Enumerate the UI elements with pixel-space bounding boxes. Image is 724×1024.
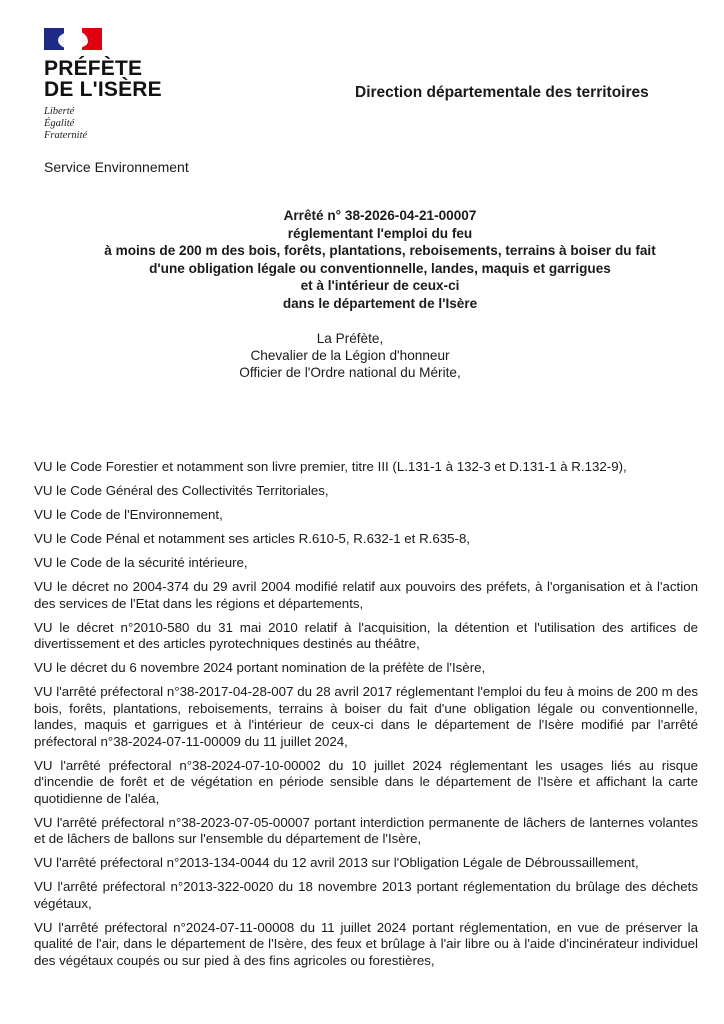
visa-paragraph: VU le Code Général des Collectivités Territoriales, [34, 483, 329, 498]
visa-paragraph: VU le décret du 6 novembre 2024 portant nomination de la préfète de l'Isère, [34, 660, 486, 675]
visa-paragraph: VU l'arrêté préfectoral n°2013-322-0020 du 18 novembre 2013 portant réglementation du brûlage des déchets végétaux, [34, 879, 698, 911]
title-line: Arrêté n° 38-2026-04-21-00007 [283, 208, 477, 223]
visa-paragraph: VU le Code Forestier et notamment son livre premier, titre III (L.131-1 à 132-3 et D.131-1 à R.132-9), [34, 459, 627, 474]
org-name-line-2: DE L'ISÈRE [44, 78, 162, 101]
signatory-line: Chevalier de la Légion d'honneur [250, 348, 450, 363]
visa-paragraph: VU le décret no 2004-374 du 29 avril 2004 modifié relatif aux pouvoirs des préfets, à l'organisation et à l'action des services de l'Etat dans les régions et départements, [34, 579, 698, 611]
visa-paragraph: VU l'arrêté préfectoral n°2013-134-0044 du 12 avril 2013 sur l'Obligation Légale de Débroussaillement, [34, 855, 639, 870]
title-line: d'une obligation légale ou conventionnelle, landes, maquis et garrigues [149, 260, 611, 276]
signatory-block [200, 330, 500, 381]
motto-egalite: Égalité [44, 118, 75, 129]
motto-fraternite: Fraternité [44, 130, 88, 141]
visa-paragraph: VU l'arrêté préfectoral n°2024-07-11-00008 du 11 juillet 2024 portant réglementation, en vue de préserver la qualité de l'air, dans le département de l'Isère, des feux et brûlage à l'air libre ou à l'aide d'incinérateur individuel des végétaux coupés ou sur pied à des fins agricoles ou forestières, [34, 919, 698, 968]
motto-liberte: Liberté [44, 106, 75, 117]
organization-name [44, 58, 204, 100]
visa-paragraph: VU le Code de l'Environnement, [34, 507, 223, 522]
visa-paragraph: VU le décret n°2010-580 du 31 mai 2010 relatif à l'acquisition, la détention et l'utilisation des artifices de divertissement et des articles pyrotechniques destinés au théâtre, [34, 619, 698, 651]
decree-title [40, 207, 720, 312]
prefecture-logo [44, 28, 204, 142]
marianne-flag-icon [44, 28, 102, 50]
republic-motto [44, 106, 204, 142]
title-line: et à l'intérieur de ceux-ci [300, 278, 460, 293]
visa-paragraph: VU le Code de la sécurité intérieure, [34, 555, 248, 570]
direction-heading: Direction départementale des territoires [355, 84, 649, 101]
visa-paragraph: VU le Code Pénal et notamment ses articles R.610-5, R.632-1 et R.635-8, [34, 531, 471, 546]
title-line: à moins de 200 m des bois, forêts, plantations, reboisements, terrains à boiser du fait [104, 243, 656, 258]
title-line: réglementant l'emploi du feu [287, 225, 473, 241]
visas-list [34, 459, 698, 977]
visa-paragraph: VU l'arrêté préfectoral n°38-2017-04-28-007 du 28 avril 2017 réglementant l'emploi du feu à moins de 200 m des bois, forêts, plantations, reboisements, terrains à boiser du fait d'une obligation légale ou conventionnelle, landes, maquis et garrigues et à l'intérieur de ceux-ci dans le département de l'Isère modifié par l'arrêté préfectoral n°38-2024-07-11-00009 du 11 juillet 2024, [34, 684, 698, 749]
org-name-line-1: PRÉFÈTE [44, 57, 143, 80]
signatory-line: Officier de l'Ordre national du Mérite, [239, 365, 461, 380]
service-label: Service Environnement [44, 159, 189, 175]
signatory-line: La Préfète, [316, 331, 384, 346]
visa-paragraph: VU l'arrêté préfectoral n°38-2023-07-05-00007 portant interdiction permanente de lâchers de lanternes volantes et de lâchers de ballons sur l'ensemble du département de l'Isère, [34, 814, 698, 846]
title-line: dans le département de l'Isère [282, 295, 478, 311]
visa-paragraph: VU l'arrêté préfectoral n°38-2024-07-10-00002 du 10 juillet 2024 réglementant les usages liés au risque d'incendie de forêt et de végétation en période sensible dans le département de l'Isère et affichant la carte quotidienne de l'aléa, [34, 757, 698, 806]
